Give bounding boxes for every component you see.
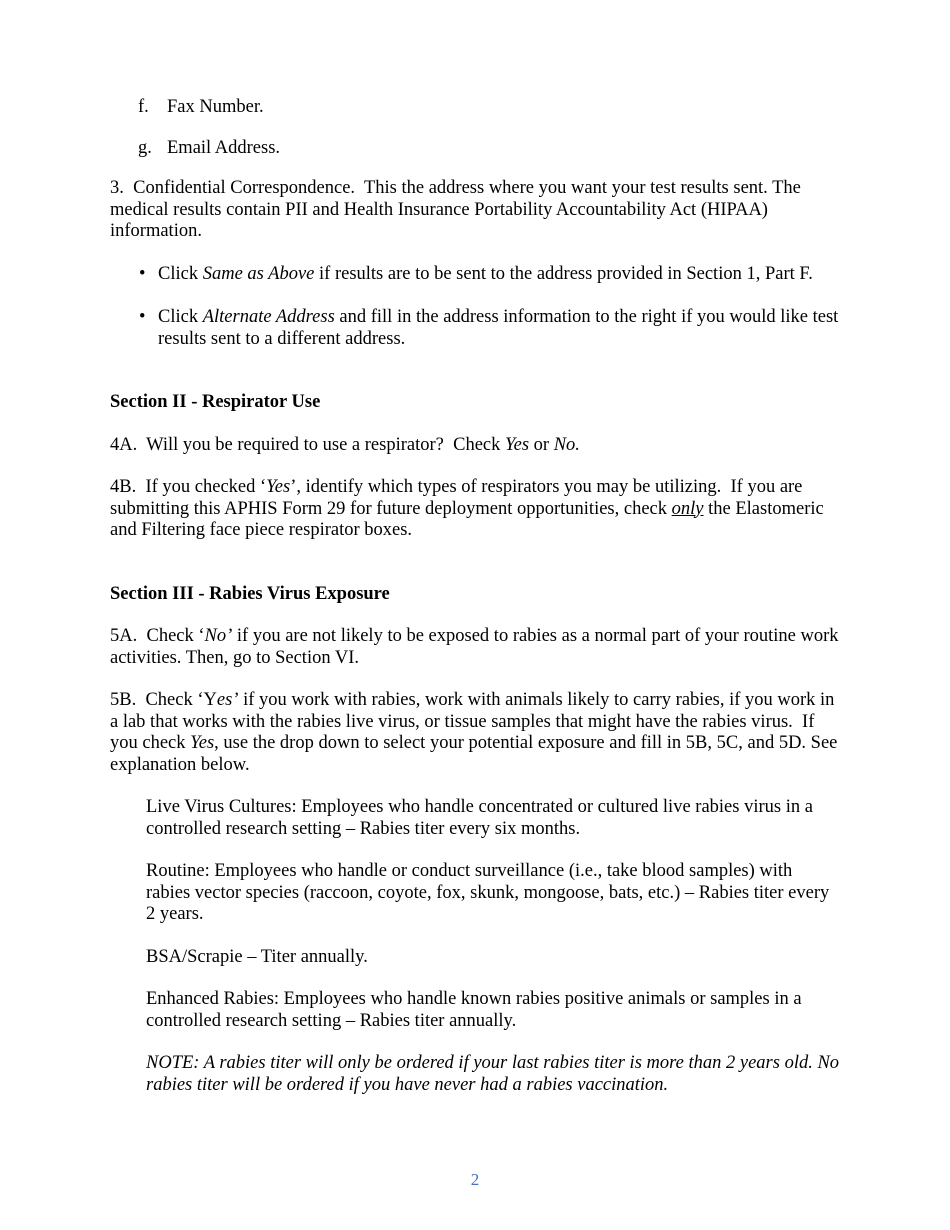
bullet-icon: • [139, 307, 146, 327]
explanation-routine: Routine: Employees who handle or conduct surveillance (i.e., take blood samples) with rabies vector species (raccoon, coyote, fox, skunk, mongoose, bats, etc.) – Rabies titer every 2 years. [146, 861, 834, 924]
list-marker-f: f. [138, 97, 149, 117]
page-number: 2 [470, 1169, 480, 1189]
bullet-same-as-above [110, 264, 842, 286]
list-item-g [110, 138, 842, 160]
bullet-icon: • [139, 263, 146, 284]
bullet-same-as-above-text: Click Same as Above if results are to be sent to the address provided in Section 1, Part F. [158, 263, 813, 284]
paragraph-4b: 4B. If you checked ‘Yes’, identify which types of respirators you may be utilizing. If you are submitting this APHIS Form 29 for future deployment opportunities, check only the Elastomeric and Filtering face piece respirator boxes. [110, 477, 829, 540]
section-3-heading: Section III - Rabies Virus Exposure [110, 583, 390, 604]
bullet-alternate-address [110, 307, 842, 350]
list-item-g-text: Email Address. [167, 137, 281, 158]
paragraph-5a: 5A. Check ‘No’ if you are not likely to be exposed to rabies as a normal part of your routine work activities. Then, go to Section VI. [110, 626, 844, 668]
paragraph-3-confidential-correspondence: 3. Confidential Correspondence. This the address where you want your test results sent. The medical results contain PII and Health Insurance Portability Accountability Act (HIPAA) information. [110, 178, 806, 241]
section-2-heading: Section II - Respirator Use [110, 392, 321, 412]
list-marker-g: g. [138, 137, 152, 158]
explanation-bsa-scrapie: BSA/Scrapie – Titer annually. [146, 946, 368, 967]
bullet-alternate-address-text: Click Alternate Address and fill in the address information to the right if you would like test results sent to a different address. [158, 307, 843, 349]
paragraph-5b: 5B. Check ‘Yes’ if you work with rabies, work with animals likely to carry rabies, if you work in a lab that works with the rabies live virus, or tissue samples that might have the rabies virus. If you check Yes, use the drop down to select your potential exposure and fill in 5B, 5C, and 5D. See explanation below. [110, 690, 843, 775]
list-item-f [110, 97, 842, 119]
explanation-live-virus-cultures: Live Virus Cultures: Employees who handle concentrated or cultured live rabies virus in a controlled research setting – Rabies titer every six months. [146, 797, 818, 839]
paragraph-4a: 4A. Will you be required to use a respirator? Check Yes or No. [110, 434, 580, 455]
note-paragraph: NOTE: A rabies titer will only be ordered if your last rabies titer is more than 2 years old. No rabies titer will be ordered if you have never had a rabies vaccination. [146, 1053, 844, 1095]
explanation-enhanced-rabies: Enhanced Rabies: Employees who handle known rabies positive animals or samples in a controlled research setting – Rabies titer annually. [146, 989, 807, 1031]
list-item-f-text: Fax Number. [167, 97, 264, 117]
